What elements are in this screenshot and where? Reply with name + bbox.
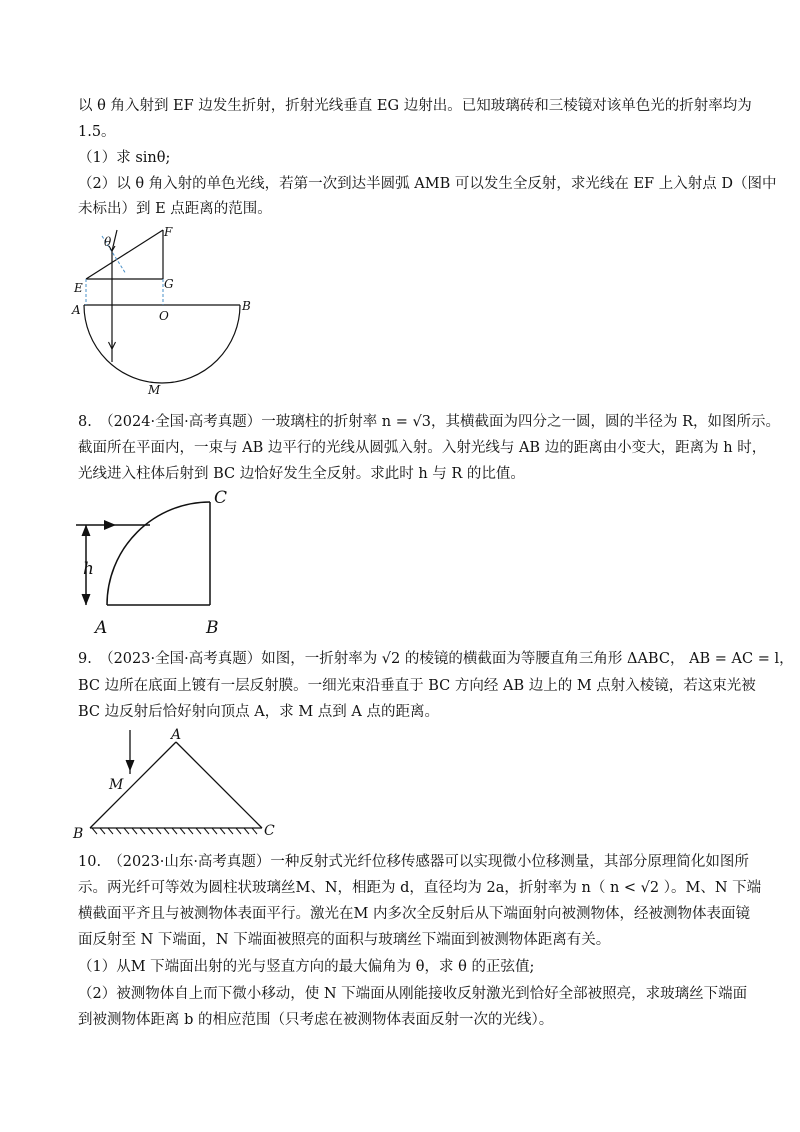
ray-arrow-icon [104,520,116,530]
label-b: B [73,826,84,842]
q7-intro-line-1: 以 θ 角入射到 EF 边发生折射，折射光线垂直 EG 边射出。已知玻璃砖和三棱镜对该单色光的折射率均为 [78,98,752,114]
q8-line-3: 光线进入柱体后射到 BC 边恰好发生全反射。求此时 h 与 R 的比值。 [78,466,525,482]
q7-part-2-line-1: （2）以 θ 角入射的单色光线，若第一次到达半圆弧 AMB 可以发生全反射，求光线在 EF 上入射点 D（图中 [78,176,777,192]
q10-part-2-line-1: （2）被测物体自上而下微小移动，使 N 下端面从刚能接收反射激光到恰好全部被照亮，求玻璃丝下端面 [78,986,748,1002]
q8-line-1: 8. （2024·全国·高考真题）一玻璃柱的折射率 n = √3，其横截面为四分之一圆，圆的半径为 R，如图所示。 [78,414,781,430]
q10-part-2-line-2: 到被测物体距离 b 的相应范围（只考虑在被测物体表面反射一次的光线）。 [78,1012,554,1028]
h-arrow-up-icon [82,526,90,536]
label-b: B [206,618,219,638]
label-m: M [148,383,161,397]
label-a: A [95,618,108,638]
edge-ac [176,742,262,828]
q8-figure [72,490,242,640]
q8-line-2: 截面所在平面内，一束与 AB 边平行的光线从圆弧入射。入射光线与 AB 边的距离由小变大，距离为 h 时， [78,440,767,456]
label-f: F [164,225,173,239]
q10-line-2: 示。两光纤可等效为圆柱状玻璃丝M、N，相距为 d，直径均为 2a，折射率为 n（ n < √2 ）。M、N 下端 [78,880,762,896]
q10-part-1: （1）从M 下端面出射的光与竖直方向的最大偏角为 θ，求 θ 的正弦值; [78,959,535,975]
q9-figure [70,724,290,844]
label-a: A [72,303,81,317]
ray-arrow-icon [126,760,134,770]
label-b: B [242,299,251,313]
q7-part-2-line-2: 未标出）到 E 点距离的范围。 [78,201,272,217]
label-g: G [164,277,174,291]
q7-part-1: （1）求 sinθ; [78,150,171,166]
q9-line-2: BC 边所在底面上镀有一层反射膜。一细光束沿垂直于 BC 方向经 AB 边上的 M 点射入棱镜，若这束光被 [78,678,756,694]
quarter-arc [107,502,210,605]
label-c: C [214,490,228,508]
q10-line-3: 横截面平齐且与被测物体表面平行。激光在M 内多次全反射后从下端面射向被测物体，经被测物体表面镜 [78,906,750,922]
q9-line-3: BC 边反射后恰好射向顶点 A，求 M 点到 A 点的距离。 [78,704,439,720]
label-m: M [109,777,124,793]
label-a: A [171,727,182,743]
label-h: h [83,559,94,579]
q7-figure [60,222,260,397]
label-o: O [159,309,169,323]
q10-line-1: 10. （2023·山东·高考真题）一种反射式光纤位移传感器可以实现微小位移测量，其部分原理简化如图所 [78,854,749,870]
label-theta: θ [104,235,112,249]
q9-line-1: 9. （2023·全国·高考真题）如图，一折射率为 √2 的棱镜的横截面为等腰直角三角形 ΔABC， AB = AC = l， [78,651,794,667]
edge-ab [90,742,176,828]
q10-line-4: 面反射至 N 下端面，N 下端面被照亮的面积与玻璃丝下端面到被测物体距离有关。 [78,932,611,948]
q7-intro-line-2: 1.5。 [78,124,116,140]
label-e: E [74,281,83,295]
h-arrow-down-icon [82,594,90,604]
reflective-film-hatching [92,828,257,834]
label-c: C [264,823,275,839]
